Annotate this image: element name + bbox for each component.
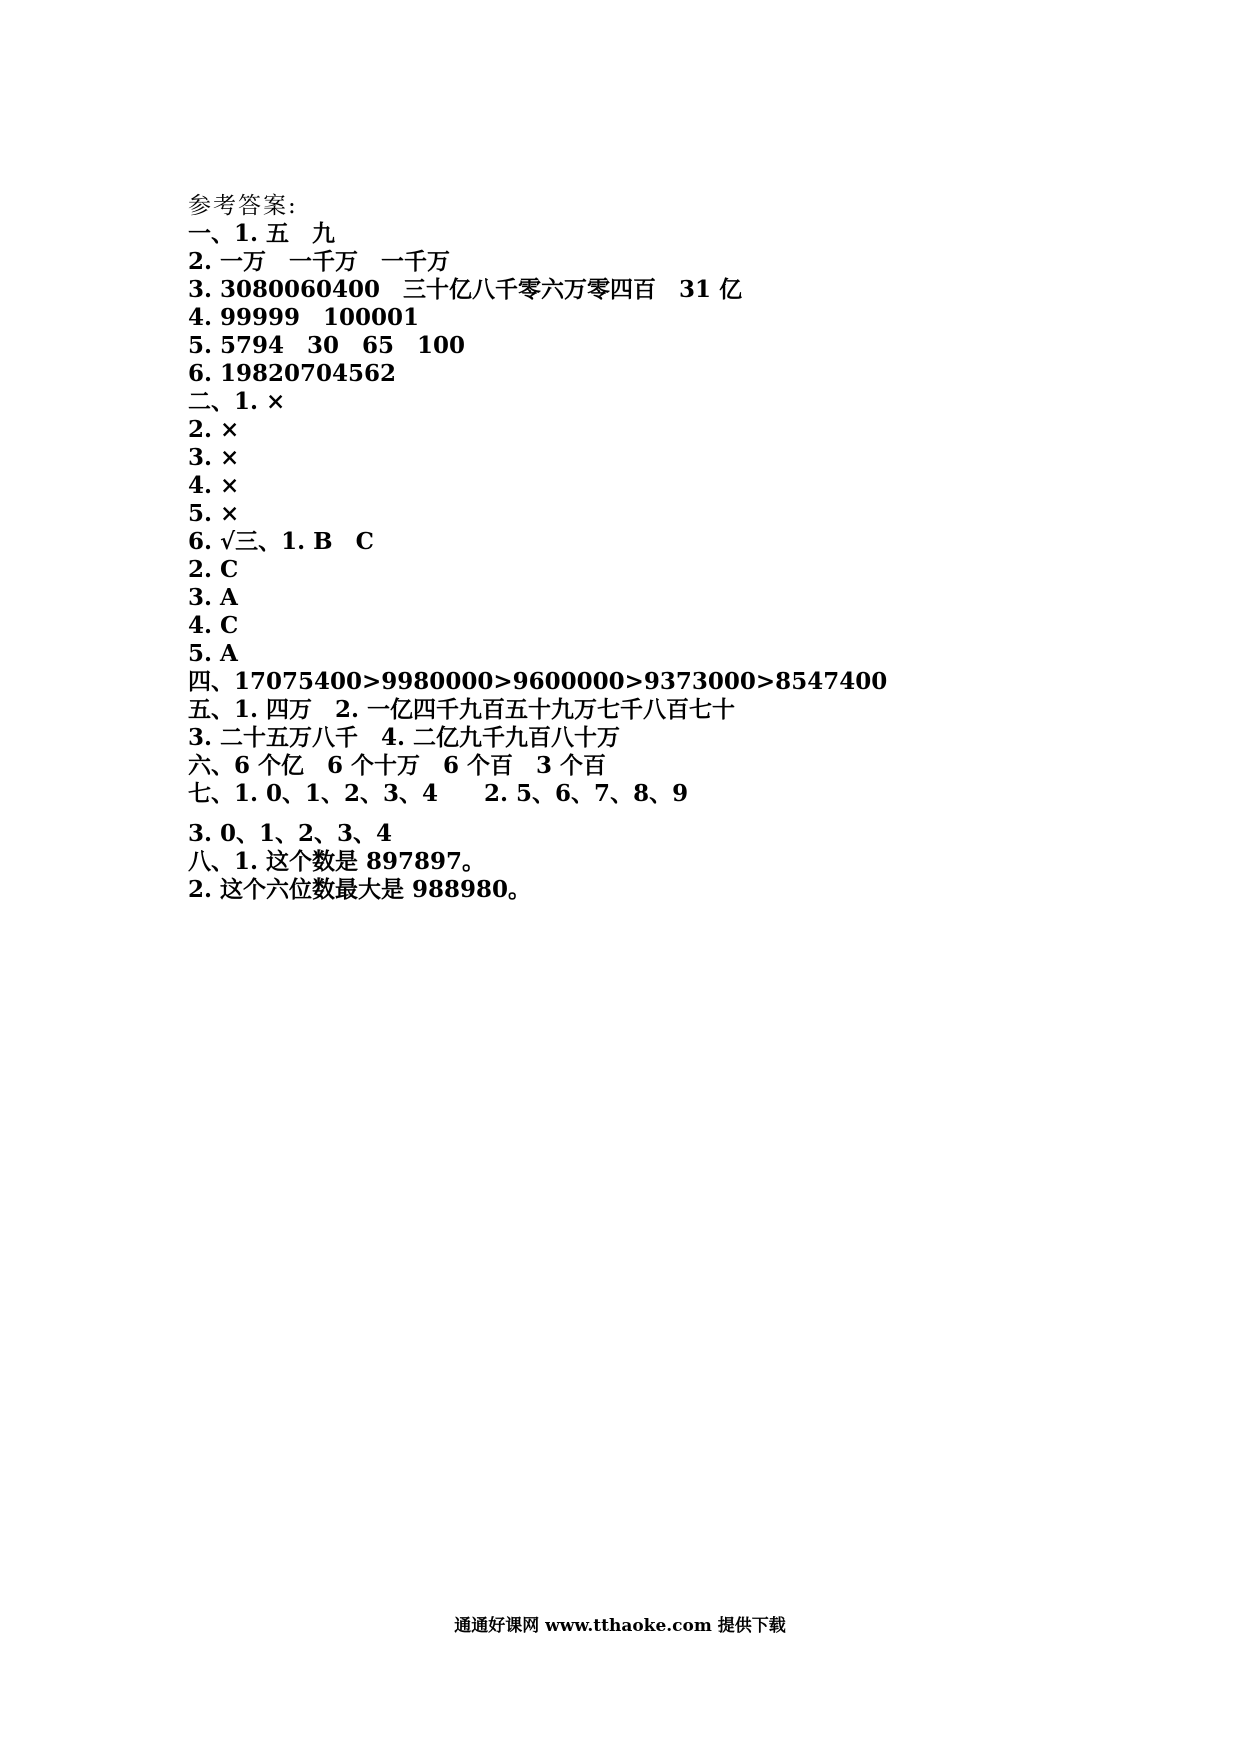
answer-line: 4. C	[188, 612, 239, 639]
answer-line: 七、1. 0、1、2、3、4 2. 5、6、7、8、9	[188, 780, 689, 807]
answer-line: 4. ×	[188, 472, 240, 499]
answer-line: 一、1. 五 九	[188, 220, 336, 247]
answer-line: 2. 一万 一千万 一千万	[188, 248, 451, 275]
answer-key-title: 参考答案:	[188, 193, 298, 219]
answer-line: 3. 0、1、2、3、4	[188, 820, 393, 847]
answer-line: 六、6 个亿 6 个十万 6 个百 3 个百	[188, 752, 607, 779]
page-footer: 通通好课网 www.tthaoke.com 提供下载	[454, 1616, 786, 1636]
answer-line: 5. 5794 30 65 100	[188, 332, 466, 359]
answer-line: 5. A	[188, 640, 238, 667]
answer-line: 5. ×	[188, 500, 240, 527]
answer-key	[188, 192, 1088, 904]
answer-line: 3. 3080060400 三十亿八千零六万零四百 31 亿	[188, 276, 743, 303]
answer-line: 6. √三、1. B C	[188, 528, 374, 555]
answer-line: 3. A	[188, 584, 238, 611]
answer-line: 2. 这个六位数最大是 988980。	[188, 876, 532, 903]
answer-line: 6. 19820704562	[188, 360, 397, 387]
answer-line: 2. ×	[188, 416, 240, 443]
answer-line: 2. C	[188, 556, 239, 583]
answer-line: 四、17075400>9980000>9600000>9373000>8547400	[188, 668, 888, 695]
answer-line: 五、1. 四万 2. 一亿四千九百五十九万七千八百七十	[188, 696, 736, 723]
answer-line: 八、1. 这个数是 897897。	[188, 848, 486, 875]
answer-line: 二、1. ×	[188, 388, 286, 415]
answer-line: 3. ×	[188, 444, 240, 471]
answer-line: 3. 二十五万八千 4. 二亿九千九百八十万	[188, 724, 621, 751]
answer-line: 4. 99999 100001	[188, 304, 420, 331]
